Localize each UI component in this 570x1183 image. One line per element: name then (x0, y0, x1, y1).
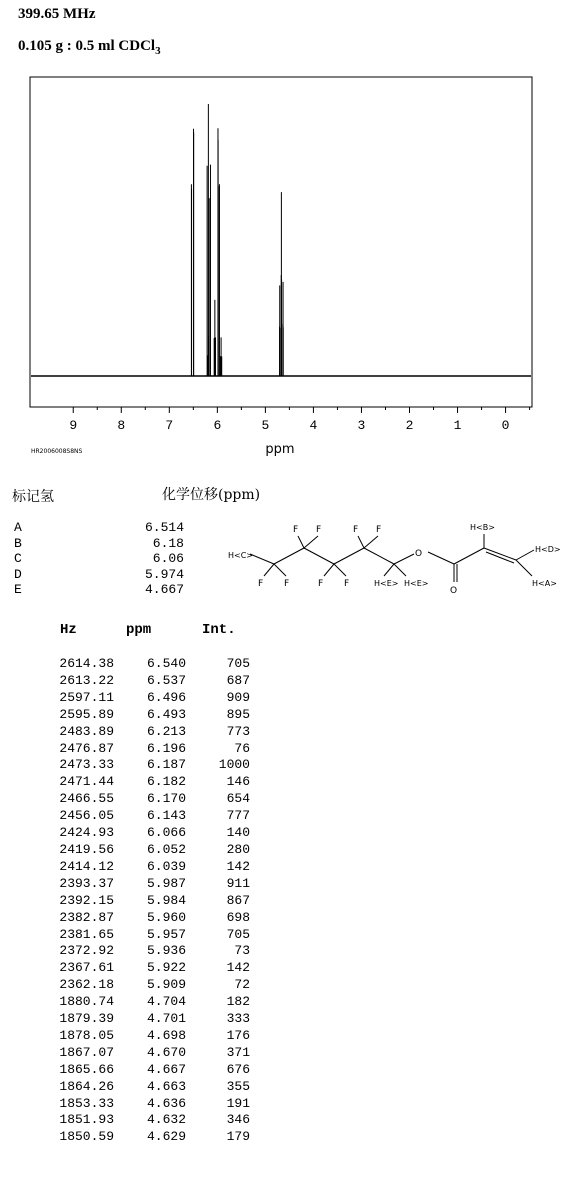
peak-row (30, 791, 250, 808)
peak-hz-cell: 2372.92 (59, 943, 114, 959)
x-tick-label: 8 (117, 418, 126, 433)
peak-ppm-cell: 5.984 (146, 892, 186, 908)
peak-ppm-cell: 6.170 (146, 791, 186, 807)
x-tick-label: 2 (405, 418, 414, 433)
sample-description (18, 38, 161, 57)
assignment-shift-header: 化学位移(ppm) (162, 487, 261, 503)
ppm-header: ppm (126, 622, 152, 638)
peak-row (30, 774, 250, 791)
int-header: Int. (202, 622, 236, 638)
fluorine-label: F (344, 579, 350, 589)
peak-row (30, 1062, 250, 1079)
peak-int-cell: 280 (226, 841, 250, 857)
fluorine-label: F (293, 525, 299, 535)
peak-ppm-cell: 6.066 (146, 825, 186, 841)
spectrum-id: HR2006008S8NS (31, 448, 83, 455)
peak-hz-cell: 1879.39 (59, 1011, 114, 1027)
peak-ppm-cell: 5.987 (146, 875, 186, 891)
peak-hz-cell: 2424.93 (59, 825, 114, 841)
peak-ppm-cell: 4.704 (146, 994, 186, 1010)
peak-hz-cell: 2483.89 (59, 723, 114, 739)
peak-ppm-cell: 6.540 (146, 656, 186, 671)
peak-hz-cell: 2382.87 (59, 909, 114, 925)
h-a-label: H<A> (532, 579, 557, 588)
peak-int-cell: 911 (226, 875, 250, 891)
assignment-row (14, 520, 184, 536)
assignment-label: C (14, 551, 22, 566)
peak-row (30, 741, 250, 758)
x-tick-label: 0 (501, 418, 510, 433)
peak-row (30, 842, 250, 859)
peak-hz-cell: 2392.15 (59, 892, 114, 908)
peak-row (30, 960, 250, 977)
peak-int-cell: 676 (226, 1061, 250, 1077)
peak-row (30, 757, 250, 774)
peak-ppm-cell: 6.143 (146, 808, 186, 824)
assignment-label: E (14, 582, 22, 597)
peak-int-cell: 355 (226, 1078, 250, 1094)
peak-row (30, 876, 250, 893)
assignment-value: 4.667 (144, 582, 184, 597)
structure-bonds (250, 534, 534, 582)
peak-ppm-cell: 4.701 (146, 1011, 186, 1027)
peak-int-cell: 72 (234, 977, 250, 993)
peak-row (30, 1129, 250, 1146)
fluorine-label: F (316, 525, 322, 535)
fluorine-label: F (318, 579, 324, 589)
x-tick-label: 5 (261, 418, 270, 433)
x-tick-label: 9 (69, 418, 78, 433)
peak-hz-cell: 2362.18 (59, 977, 114, 993)
peak-row (30, 943, 250, 960)
x-tick-label: 1 (453, 418, 462, 433)
assignment-value: 6.514 (144, 520, 184, 535)
h-b-label: H<B> (470, 523, 495, 532)
peak-row (30, 927, 250, 944)
peak-int-cell: 895 (226, 706, 250, 722)
peak-int-cell: 142 (226, 858, 250, 874)
peak-hz-cell: 2393.37 (59, 875, 114, 891)
peak-hz-cell: 1851.93 (59, 1112, 114, 1128)
assignment-row (14, 536, 184, 552)
peak-ppm-cell: 4.667 (146, 1061, 186, 1077)
peak-ppm-cell: 6.213 (146, 723, 186, 739)
peak-ppm-cell: 5.922 (146, 960, 186, 976)
peak-row (30, 825, 250, 842)
peak-hz-cell: 2381.65 (59, 926, 114, 942)
peak-int-cell: 705 (226, 656, 250, 671)
peak-ppm-cell: 4.629 (146, 1129, 186, 1145)
peak-int-cell: 909 (226, 689, 250, 705)
peak-hz-cell: 1867.07 (59, 1044, 114, 1060)
peak-row (30, 808, 250, 825)
peak-int-cell: 687 (226, 672, 250, 688)
h-d-label: H<D> (535, 545, 561, 554)
peak-hz-cell: 2613.22 (59, 672, 114, 688)
carbonyl-oxygen-label: O (450, 586, 458, 596)
sample-subscript: 3 (155, 45, 161, 57)
peak-int-cell: 176 (226, 1027, 250, 1043)
peak-hz-cell: 2473.33 (59, 757, 114, 773)
peak-hz-cell: 2614.38 (59, 656, 114, 671)
peak-int-cell: 179 (226, 1129, 250, 1145)
h-e-label: H<E> (404, 579, 429, 588)
peak-hz-cell: 2466.55 (59, 791, 114, 807)
fluorine-label: F (284, 579, 290, 589)
peak-row (30, 724, 250, 741)
h-c-label: H<C> (228, 551, 254, 560)
spectrometer-frequency: 399.65 MHz (18, 6, 96, 22)
peak-int-cell: 73 (234, 943, 250, 959)
fluorine-label: F (353, 525, 359, 535)
assignment-label-header: 标记氢 (12, 489, 54, 505)
peak-int-cell: 182 (226, 994, 250, 1010)
peak-ppm-cell: 6.187 (146, 757, 186, 773)
peak-ppm-cell: 6.537 (146, 672, 186, 688)
peak-row (30, 690, 250, 707)
assignment-label: D (14, 566, 22, 582)
fluorine-label: F (258, 579, 264, 589)
peak-hz-cell: 1850.59 (59, 1129, 114, 1145)
peak-row (30, 1112, 250, 1129)
peak-hz-cell: 2456.05 (59, 808, 114, 824)
peak-row (30, 656, 250, 673)
peak-ppm-cell: 5.936 (146, 943, 186, 959)
peak-int-cell: 773 (226, 723, 250, 739)
peak-row (30, 1045, 250, 1062)
peak-ppm-cell: 6.039 (146, 858, 186, 874)
x-axis-ticks (69, 407, 529, 433)
hz-header: Hz (60, 622, 77, 638)
peak-int-cell: 191 (226, 1095, 250, 1111)
peak-hz-cell: 1865.66 (59, 1061, 114, 1077)
peak-row (30, 1028, 250, 1045)
peak-ppm-cell: 5.909 (146, 977, 186, 993)
x-tick-label: 6 (213, 418, 222, 433)
fluorine-label: F (376, 525, 382, 535)
peak-int-cell: 142 (226, 960, 250, 976)
h-e-label: H<E> (374, 579, 399, 588)
peak-row (30, 1096, 250, 1113)
peak-hz-cell: 2419.56 (59, 841, 114, 857)
peak-int-cell: 698 (226, 909, 250, 925)
peak-int-cell: 146 (226, 774, 250, 790)
x-tick-label: 7 (165, 418, 174, 433)
x-tick-label: 3 (357, 418, 366, 433)
peak-ppm-cell: 6.196 (146, 740, 186, 756)
peak-int-cell: 346 (226, 1112, 250, 1128)
peak-ppm-cell: 4.636 (146, 1095, 186, 1111)
peak-ppm-cell: 6.182 (146, 774, 186, 790)
peak-ppm-cell: 4.663 (146, 1078, 186, 1094)
peak-int-cell: 371 (226, 1044, 250, 1060)
peak-row (30, 893, 250, 910)
peak-row (30, 1011, 250, 1028)
nmr-spectrum-chart (0, 70, 570, 470)
assignment-table (14, 520, 184, 598)
peak-hz-cell: 2476.87 (59, 740, 114, 756)
peak-hz-cell: 2414.12 (59, 858, 114, 874)
peak-row (30, 910, 250, 927)
peak-hz-cell: 1853.33 (59, 1095, 114, 1111)
assignment-label: A (14, 520, 22, 535)
peak-int-cell: 777 (226, 808, 250, 824)
peak-hz-cell: 1878.05 (59, 1027, 114, 1043)
peak-int-cell: 867 (226, 892, 250, 908)
peak-ppm-cell: 6.493 (146, 706, 186, 722)
peak-int-cell: 654 (226, 791, 250, 807)
peak-hz-cell: 2595.89 (59, 706, 114, 722)
peak-ppm-cell: 4.698 (146, 1027, 186, 1043)
peak-row (30, 859, 250, 876)
peak-hz-cell: 1880.74 (59, 994, 114, 1010)
peak-int-cell: 705 (226, 926, 250, 942)
peak-ppm-cell: 4.632 (146, 1112, 186, 1128)
peak-lines (191, 104, 283, 376)
peak-row (30, 673, 250, 690)
peak-int-cell: 76 (234, 740, 250, 756)
assignment-value: 5.974 (144, 566, 184, 582)
peak-row (30, 977, 250, 994)
peak-hz-cell: 2597.11 (59, 689, 114, 705)
peak-int-cell: 1000 (218, 757, 250, 773)
peak-ppm-cell: 6.496 (146, 689, 186, 705)
peak-ppm-cell: 4.670 (146, 1044, 186, 1060)
peak-int-cell: 333 (226, 1011, 250, 1027)
peak-hz-cell: 2367.61 (59, 960, 114, 976)
assignment-value: 6.06 (152, 551, 184, 566)
peak-hz-cell: 2471.44 (59, 774, 114, 790)
x-axis-label: ppm (265, 442, 295, 457)
oxygen-label: O (415, 549, 423, 559)
peak-row (30, 994, 250, 1011)
assignment-row (14, 551, 184, 567)
peak-table (30, 656, 250, 1146)
molecule-structure (228, 518, 563, 602)
assignment-value: 6.18 (152, 535, 184, 551)
peak-ppm-cell: 6.052 (146, 841, 186, 857)
peak-hz-cell: 1864.26 (59, 1078, 114, 1094)
assignment-label: B (14, 535, 22, 551)
peak-row (30, 707, 250, 724)
peak-ppm-cell: 5.960 (146, 909, 186, 925)
peak-row (30, 1079, 250, 1096)
x-tick-label: 4 (309, 418, 318, 433)
peak-int-cell: 140 (226, 825, 250, 841)
peak-ppm-cell: 5.957 (146, 926, 186, 942)
assignment-row (14, 567, 184, 583)
assignment-row (14, 582, 184, 598)
sample-text: 0.105 g : 0.5 ml CDCl (18, 38, 156, 54)
